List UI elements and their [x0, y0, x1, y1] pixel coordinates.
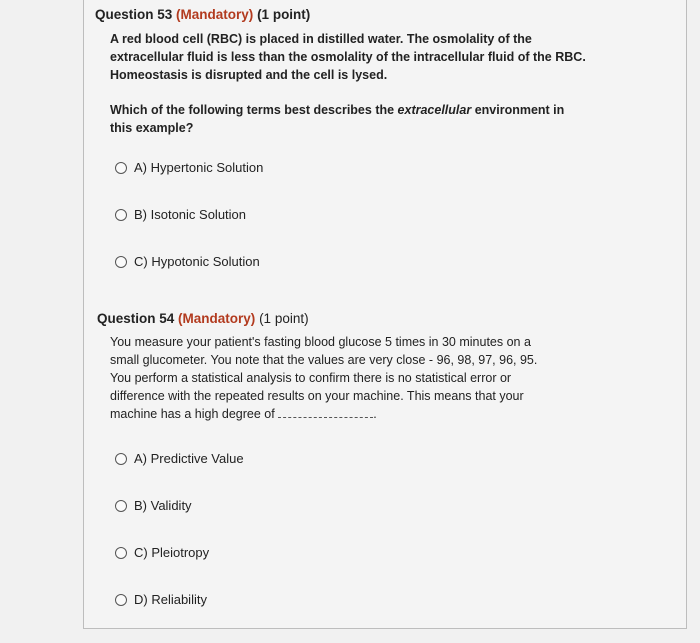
q54-stem-line: You perform a statistical analysis to confirm there is no statistical error or — [110, 371, 512, 385]
q53-prompt-line1 — [110, 101, 564, 119]
q53-option-c[interactable] — [115, 254, 260, 269]
q53-option-a-label: A) Hypertonic Solution — [134, 160, 264, 175]
q53-option-c-label: C) Hypotonic Solution — [134, 254, 260, 269]
q53-stem-line: extracellular fluid is less than the osmolality of the intracellular fluid of the RBC. — [110, 50, 586, 64]
q53-stem-line: A red blood cell (RBC) is placed in distilled water. The osmolality of the — [110, 32, 532, 46]
q53-option-b-label: B) Isotonic Solution — [134, 207, 247, 222]
radio-button[interactable] — [115, 209, 127, 221]
q53-points: (1 point) — [257, 7, 311, 22]
q53-title: Question 53 — [95, 7, 173, 22]
fill-in-blank — [278, 407, 373, 418]
q54-stem-text: machine has a high degree of — [110, 407, 275, 421]
q54-stem-last-line — [110, 405, 537, 423]
q53-prompt-text: environment in — [471, 103, 565, 117]
q53-header — [95, 7, 310, 22]
q53-stem — [110, 30, 586, 84]
q53-prompt — [110, 101, 564, 137]
q54-mandatory: (Mandatory) — [178, 311, 256, 326]
q54-stem-line: difference with the repeated results on your machine. This means that your — [110, 389, 524, 403]
radio-button[interactable] — [115, 162, 127, 174]
radio-button[interactable] — [115, 256, 127, 268]
q54-stem-line: small glucometer. You note that the values are very close - 96, 98, 97, 96, 95. — [110, 353, 538, 367]
q54-option-c[interactable] — [115, 545, 209, 560]
q54-option-b[interactable] — [115, 498, 192, 513]
radio-button[interactable] — [115, 453, 127, 465]
q53-prompt-line2: this example? — [110, 121, 194, 135]
q54-header — [97, 311, 309, 326]
radio-button[interactable] — [115, 594, 127, 606]
q54-title: Question 54 — [97, 311, 175, 326]
radio-button[interactable] — [115, 500, 127, 512]
q53-prompt-emphasis: extracellular — [397, 103, 472, 117]
q53-prompt-text: Which of the following terms best describes the — [110, 103, 398, 117]
q54-stem-line: You measure your patient's fasting blood glucose 5 times in 30 minutes on a — [110, 335, 531, 349]
q54-option-b-label: B) Validity — [134, 498, 192, 513]
q54-option-a[interactable] — [115, 451, 244, 466]
q54-option-d[interactable] — [115, 592, 207, 607]
q53-stem-line: Homeostasis is disrupted and the cell is lysed. — [110, 68, 388, 82]
q54-option-a-label: A) Predictive Value — [134, 451, 244, 466]
q54-points: (1 point) — [259, 311, 309, 326]
q53-option-a[interactable] — [115, 160, 263, 175]
q54-stem — [110, 333, 537, 423]
q54-stem-text: . — [373, 407, 377, 421]
q54-option-c-label: C) Pleiotropy — [134, 545, 210, 560]
q53-option-b[interactable] — [115, 207, 246, 222]
radio-button[interactable] — [115, 547, 127, 559]
q53-mandatory: (Mandatory) — [176, 7, 254, 22]
q54-option-d-label: D) Reliability — [134, 592, 207, 607]
